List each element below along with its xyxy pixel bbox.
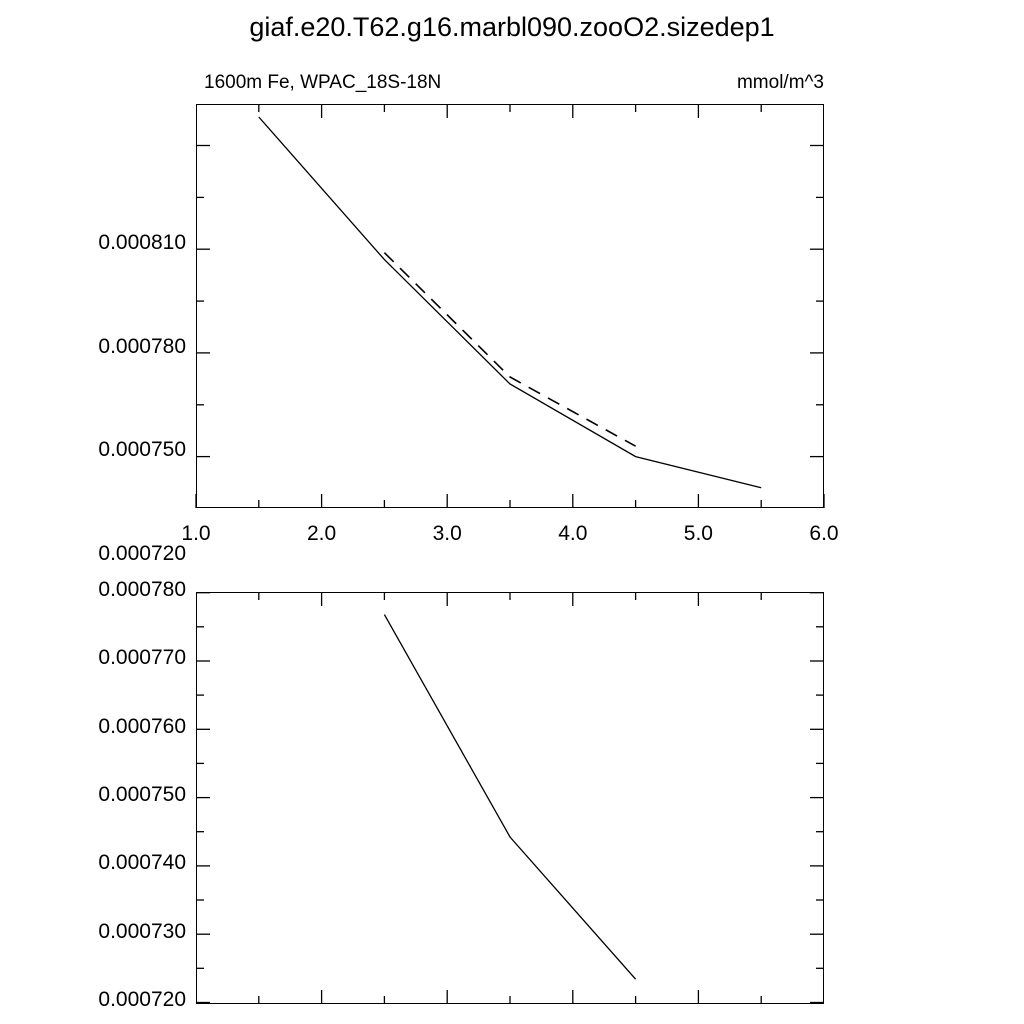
- x-tick-label-top-1: 2.0: [306, 522, 337, 545]
- y-tick-label-bottom-3: 0.000750: [98, 783, 186, 806]
- series-solid-bottom: [384, 615, 635, 980]
- x-ticks-bottom: [259, 592, 761, 1004]
- series-dashed-top: [384, 253, 635, 447]
- y-tick-label-top-2: 0.000750: [98, 438, 186, 461]
- y-tick-label-top-0: 0.000810: [98, 231, 186, 254]
- y-tick-label-bottom-0: 0.000780: [98, 578, 186, 601]
- y-tick-label-bottom-2: 0.000760: [98, 715, 186, 738]
- x-tick-label-top-2: 3.0: [432, 522, 462, 545]
- y-major-ticks-top: [196, 146, 824, 457]
- x-tick-label-top-3: 4.0: [558, 522, 588, 545]
- y-minor-ticks-top: [196, 197, 824, 404]
- x-tick-label-top-5: 6.0: [809, 522, 839, 545]
- y-minor-ticks-bottom: [196, 627, 824, 969]
- y-tick-label-top-3: 0.000720: [98, 542, 186, 565]
- y-tick-label-bottom-1: 0.000770: [98, 646, 186, 669]
- y-tick-label-bottom-5: 0.000730: [98, 920, 186, 943]
- series-solid-top: [259, 117, 761, 488]
- chart-panel-bottom: [98, 578, 824, 1011]
- x-major-ticks-top: [196, 104, 824, 508]
- chart-panel-top: [98, 72, 839, 565]
- panel-top-units: mmol/m^3: [736, 72, 824, 93]
- x-tick-label-top-0: 1.0: [181, 522, 211, 545]
- page-title: giaf.e20.T62.g16.marbl090.zooO2.sizedep1: [249, 12, 775, 42]
- panel-bottom-plot: [196, 592, 824, 1004]
- x-tick-label-top-4: 5.0: [683, 522, 713, 545]
- x-minor-ticks-top: [259, 104, 761, 508]
- y-major-ticks-bottom: [196, 593, 824, 1003]
- y-tick-label-top-1: 0.000780: [98, 335, 186, 358]
- y-tick-label-bottom-6: 0.000720: [98, 988, 186, 1011]
- y-tick-label-bottom-4: 0.000740: [98, 851, 186, 874]
- panel-top-plot: [196, 104, 824, 508]
- panel-top-subtitle: 1600m Fe, WPAC_18S-18N: [204, 72, 442, 93]
